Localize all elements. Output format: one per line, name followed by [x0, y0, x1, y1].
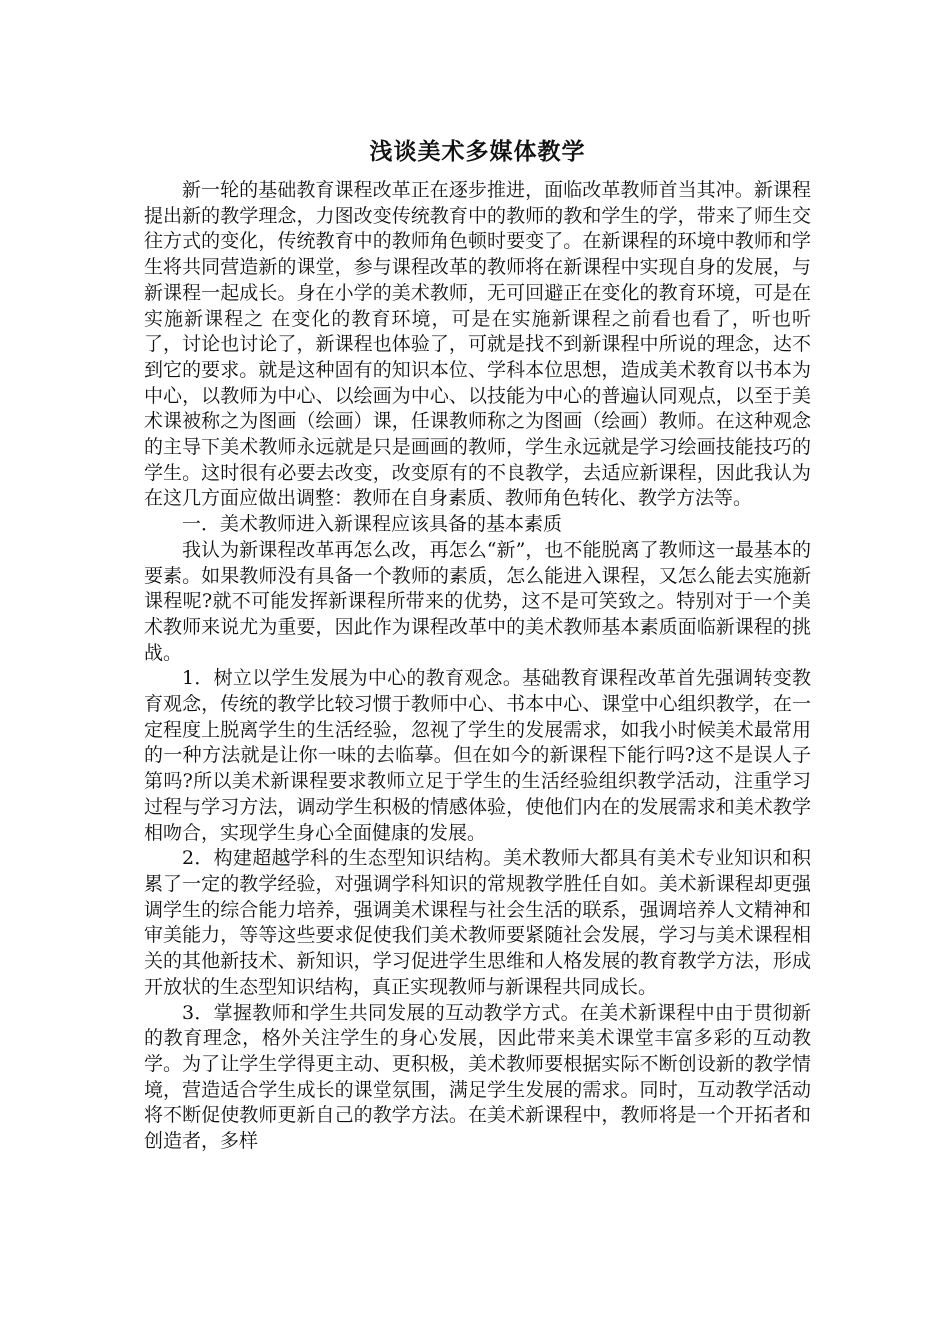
section-heading-1: 一．美术教师进入新课程应该具备的基本素质 — [182, 513, 563, 536]
document-title: 浅谈美术多媒体教学 — [369, 138, 586, 165]
paragraph-point-1: 1．树立以学生发展为中心的教育观念。基础教育课程改革首先强调转变教育观念，传统的教学比较习惯于教师中心、书本中心、课堂中心组织教学，在一定程度上脱离学生的生活经验，忽视了学生的发展需求，如我小时候美术最常用的一种方法就是让你一味的去临摹。但在如今的新课程下能行吗?这不是误人子第吗?所以美术新课程要求教师立足于学生的生活经验组织教学活动，注重学习过程与学习方法，调动学生积极的情感体验，使他们内在的发展需求和美术教学相吻合，实现学生身心全面健康的发展。 — [144, 667, 811, 844]
document-page — [144, 134, 811, 1155]
paragraph-point-2: 2．构建超越学科的生态型知识结构。美术教师大都具有美术专业知识和积累了一定的教学经验，对强调学科知识的常规教学胜任自如。美术新课程却更强调学生的综合能力培养，强调美术课程与社会生活的联系，强调培养人文精神和审美能力，等等这些要求促使我们美术教师要紧随社会发展，学习与美术课程相关的其他新技术、新知识，学习促进学生思维和人格发展的教育教学方法，形成开放状的生态型知识结构，真正实现教师与新课程共同成长。 — [144, 847, 811, 998]
paragraph-intro: 新一轮的基础教育课程改革正在逐步推进，面临改革教师首当其冲。新课程提出新的教学理念，力图改变传统教育中的教师的教和学生的学，带来了师生交往方式的变化，传统教育中的教师角色顿时要变了。在新课程的环境中教师和学生将共同营造新的课堂，参与课程改革的教师将在新课程中实现自身的发展，与新课程一起成长。身在小学的美术教师，无可回避正在变化的教育环境，可是在实施新课程之 在变化的教育环境，可是在实施新课程之前看也看了，听也听了，讨论也讨论了，新课程也体验了，可就是找不到新课程中所说的理念，达不到它的要求。就是这种固有的知识本位、学科本位思想，造成美术教育以书本为中心，以教师为中心、以绘画为中心、以技能为中心的普遍认同观点，以至于美术课被称之为图画（绘画）课，任课教师称之为图画（绘画）教师。在这种观念的主导下美术教师永远就是只是画画的教师，学生永远就是学习绘画技能技巧的学生。这时很有必要去改变，改变原有的不良教学，去适应新课程，因此我认为在这几方面应做出调整：教师在自身素质、教师角色转化、教学方法等。 — [144, 179, 811, 510]
paragraph-basic-quality: 我认为新课程改革再怎么改，再怎么“新”，也不能脱离了教师这一最基本的要素。如果教师没有具备一个教师的素质，怎么能进入课程，又怎么能去实施新课程呢?就不可能发挥新课程所带来的优势，这不是可笑致之。特别对于一个美术教师来说尤为重要，因此作为课程改革中的美术教师基本素质面临新课程的挑战。 — [144, 538, 811, 664]
paragraph-point-3: 3．掌握教师和学生共同发展的互动教学方式。在美术新课程中由于贯彻新的教育理念，格外关注学生的身心发展，因此带来美术课堂丰富多彩的互动教学。为了让学生学得更主动、更积极，美术教师要根据实际不断创设新的教学情境，营造适合学生成长的课堂氛围，满足学生发展的需求。同时，互动教学活动将不断促使教师更新自己的教学方法。在美术新课程中，教师将是一个开拓者和创造者，多样 — [144, 1001, 811, 1153]
